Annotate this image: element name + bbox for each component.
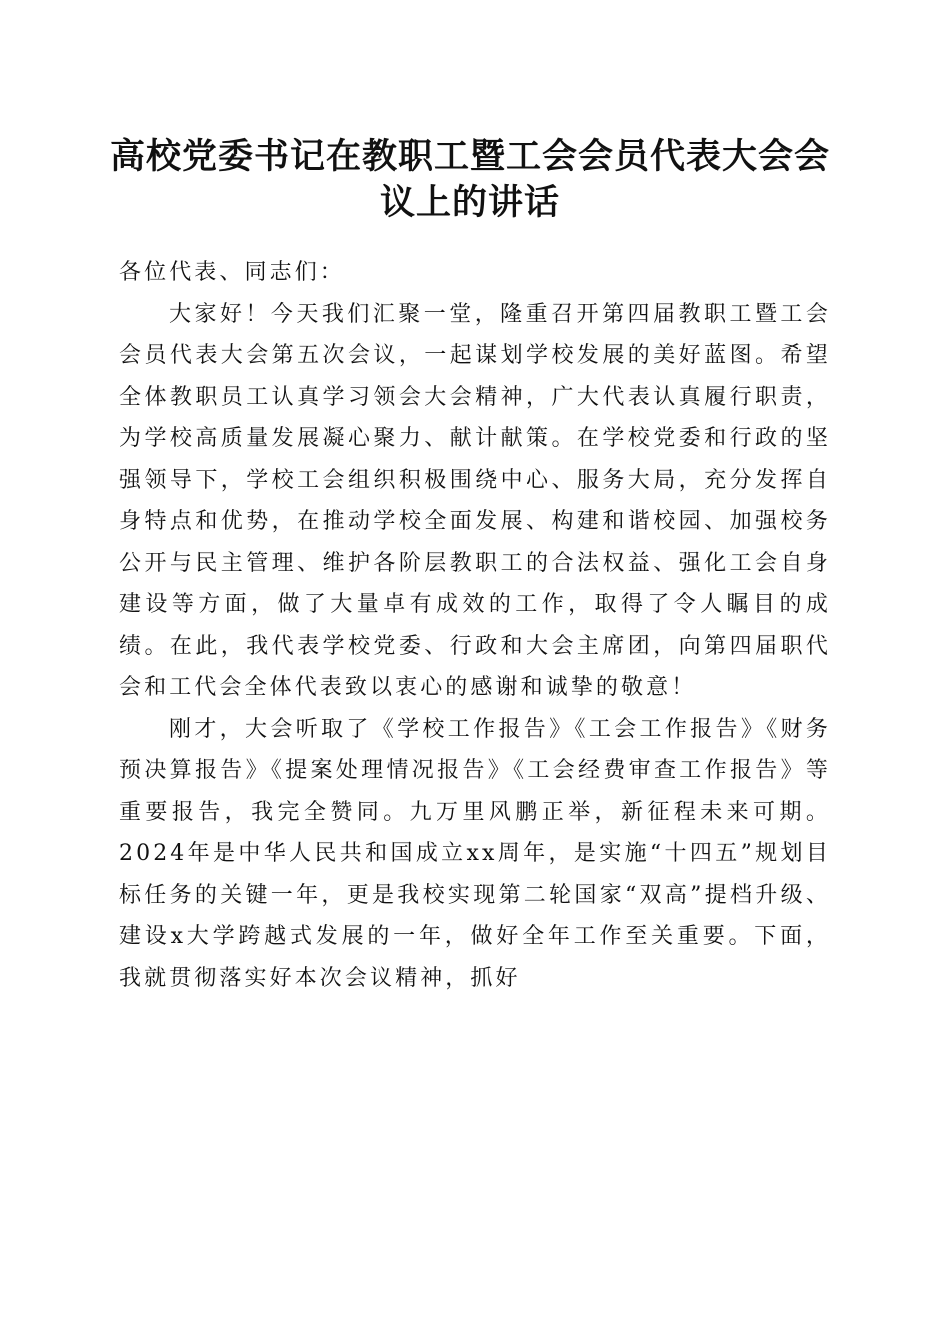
paragraph-1: 大家好！今天我们汇聚一堂，隆重召开第四届教职工暨工会会员代表大会第五次会议，一起谋划学校发展的美好蓝图。希望全体教职员工认真学习领会大会精神，广大代表认真履行职责，为学校高质量发展凝心聚力、献计献策。在学校党委和行政的坚强领导下，学校工会组织积极围绕中心、服务大局，充分发挥自身特点和优势，在推动学校全面发展、构建和谐校园、加强校务公开与民主管理、维护各阶层教职工的合法权益、强化工会自身建设等方面，做了大量卓有成效的工作，取得了令人瞩目的成绩。在此，我代表学校党委、行政和大会主席团，向第四届职代会和工代会全体代表致以衷心的感谢和诚挚的敬意！	[119, 301, 831, 700]
paragraph-2: 刚才，大会听取了《学校工作报告》《工会工作报告》《财务预决算报告》《提案处理情况报告》《工会经费审查工作报告》等重要报告，我完全赞同。九万里风鹏正举，新征程未来可期。2024年是中华人民共和国成立xx周年，是实施“十四五”规划目标任务的关键一年，更是我校实现第二轮国家“双高”提档升级、建设x大学跨越式发展的一年，做好全年工作至关重要。下面，我就贯彻落实好本次会议精神，抓好	[119, 716, 831, 991]
title-line-2: 议上的讲话	[379, 182, 560, 223]
salutation: 各位代表、同志们：	[119, 260, 345, 285]
title-line-1: 高校党委书记在教职工暨工会会员代表大会会	[109, 136, 830, 177]
document-title	[100, 134, 840, 226]
document-body	[119, 252, 831, 999]
